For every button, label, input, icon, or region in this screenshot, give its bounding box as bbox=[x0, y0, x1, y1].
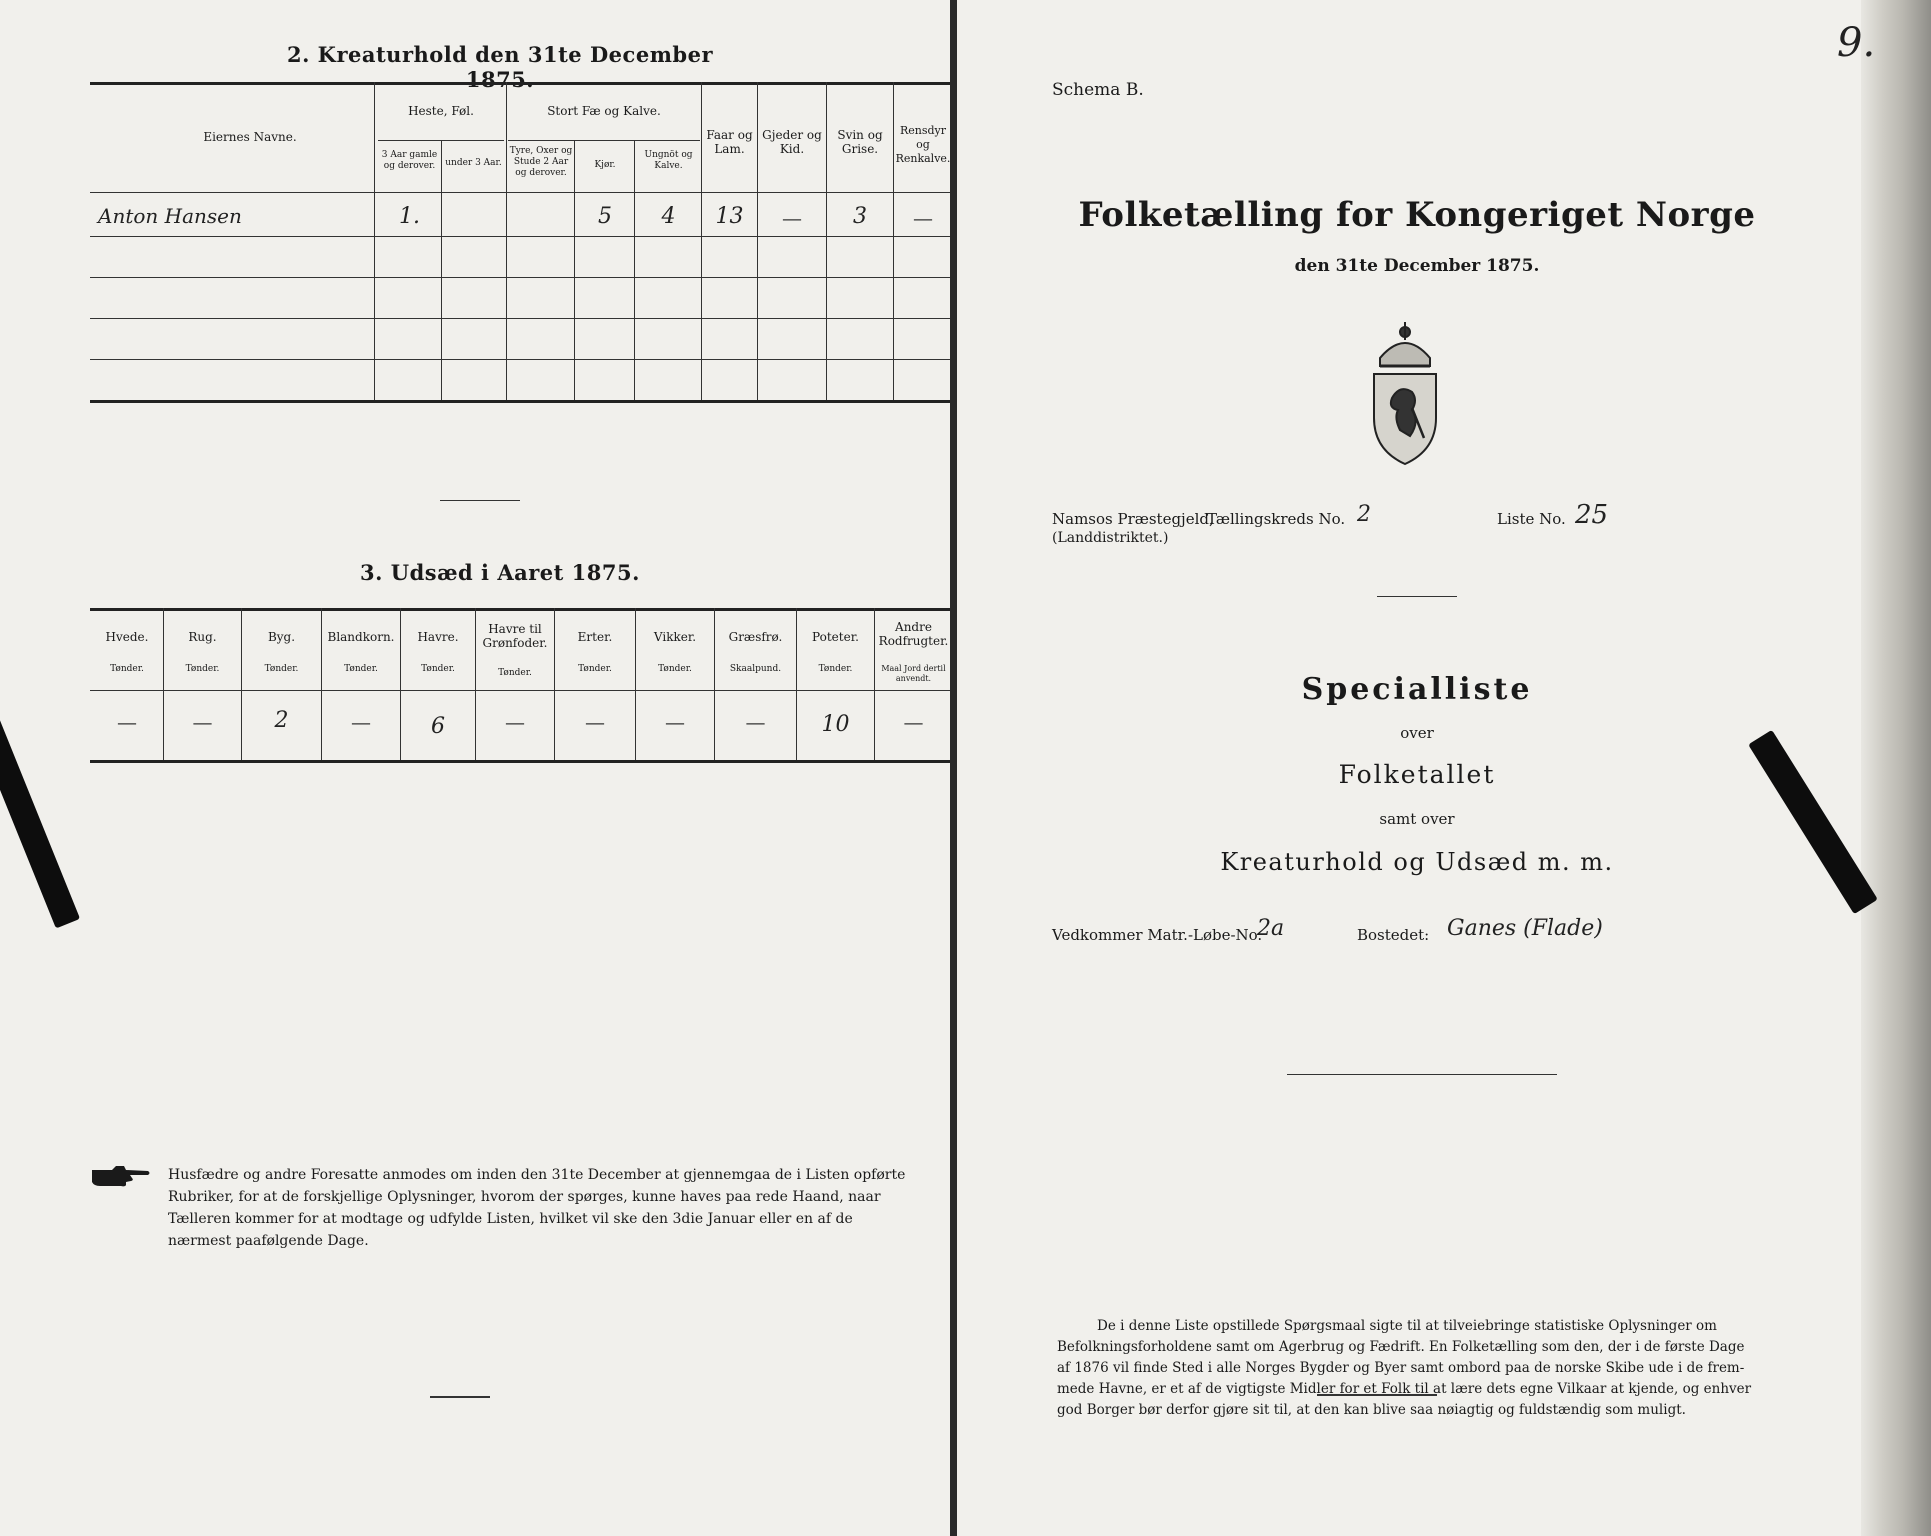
header-owner: Eiernes Navne. bbox=[203, 130, 297, 144]
col-rodfrugter-unit: Maal Jord dertil anvendt. bbox=[881, 664, 946, 683]
paragraph-line: mede Havne, er et af de vigtigste Midler for et Folk til at lære dets egne Vilkaar at kjende, og enhver bbox=[1057, 1381, 1752, 1397]
table2-row-rule bbox=[90, 359, 952, 360]
col-byg-unit: Tønder. bbox=[264, 664, 299, 674]
col-hvede-value: — bbox=[117, 710, 137, 734]
notice-line: Tælleren kommer for at modtage og udfylde Listen, hvilket vil ske den 3die Januar eller en af de bbox=[168, 1211, 853, 1227]
header-pigs: Svin og Grise. bbox=[837, 128, 883, 156]
col-byg-value: 2 bbox=[274, 708, 289, 733]
separator bbox=[440, 500, 520, 501]
notice-line: nærmest paafølgende Dage. bbox=[168, 1233, 369, 1249]
value-cows: 5 bbox=[598, 204, 612, 229]
col-graesfro-unit: Skaalpund. bbox=[729, 664, 782, 674]
main-title: Folketælling for Kongeriget Norge bbox=[1078, 195, 1756, 235]
liste-label: Liste No. bbox=[1497, 510, 1566, 528]
col-vikker-value: — bbox=[665, 710, 685, 734]
liste-value: 25 bbox=[1575, 500, 1609, 530]
table3-top-rule bbox=[90, 608, 952, 611]
col-rodfrugter-name: Andre Rodfrugter. bbox=[878, 620, 949, 648]
paragraph-line: af 1876 vil finde Sted i alle Norges Bygder og Byer samt ombord paa de norske Skibe ude i de frem- bbox=[1057, 1360, 1745, 1376]
table2-col-rule bbox=[506, 82, 507, 400]
bosted-value: Ganes (Flade) bbox=[1447, 916, 1603, 941]
col-erter-name: Erter. bbox=[577, 630, 613, 644]
table2-header-rule bbox=[90, 192, 952, 193]
col-havre-name: Havre. bbox=[417, 630, 459, 644]
table2-sub-rule bbox=[508, 140, 700, 141]
value-goats: — bbox=[782, 206, 802, 230]
table2-bottom-rule bbox=[90, 400, 952, 403]
col-vikker-unit: Tønder. bbox=[658, 664, 692, 674]
col-rug-name: Rug. bbox=[188, 630, 217, 644]
table2-row-rule bbox=[90, 277, 952, 278]
specialliste-title: Specialliste bbox=[1301, 672, 1533, 707]
col-blandkorn-name: Blandkorn. bbox=[327, 630, 395, 644]
paragraph-line: Befolkningsforholdene samt om Agerbrug og Fædrift. En Folketælling som den, der i de første Dage bbox=[1057, 1339, 1745, 1355]
col-byg-name: Byg. bbox=[267, 630, 296, 644]
col-poteter-name: Poteter. bbox=[812, 630, 859, 644]
matr-value: 2a bbox=[1257, 916, 1285, 941]
schema-label: Schema B. bbox=[1052, 80, 1144, 100]
table2-col-rule bbox=[574, 140, 575, 400]
col-poteter-value: 10 bbox=[821, 712, 850, 737]
header-young-cattle: Ungnöt og Kalve. bbox=[644, 150, 693, 171]
header-cattle: Stort Fæ og Kalve. bbox=[547, 104, 661, 118]
col-rug-value: — bbox=[192, 710, 213, 734]
paragraph-line: De i denne Liste opstillede Spørgsmaal sigte til at tilveiebringe statistiske Oplysninger om bbox=[1097, 1318, 1717, 1334]
page-edge bbox=[1861, 0, 1931, 1536]
header-reindeer: Rensdyr og Renkalve. bbox=[895, 124, 951, 165]
separator bbox=[1287, 1074, 1557, 1075]
kreaturhold-label: Kreaturhold og Udsæd m. m. bbox=[1220, 848, 1614, 876]
paragraph-line: god Borger bør derfor gjøre sit til, at den kan blive saa nøiagtig og fuldstændig som muligt. bbox=[1057, 1402, 1686, 1418]
col-hvede-name: Hvede. bbox=[105, 630, 149, 644]
col-erter-unit: Tønder. bbox=[578, 664, 612, 674]
date-line: den 31te December 1875. bbox=[1294, 256, 1540, 276]
coat-of-arms-icon bbox=[1360, 318, 1450, 468]
value-sheep: 13 bbox=[715, 204, 744, 229]
left-page bbox=[0, 0, 954, 1536]
table2-top-rule bbox=[90, 82, 952, 85]
header-horses-young: under 3 Aar. bbox=[445, 158, 502, 168]
table2-row-rule bbox=[90, 318, 952, 319]
col-erter-value: — bbox=[585, 710, 605, 734]
separator bbox=[430, 1396, 490, 1398]
page-number: 9. bbox=[1837, 20, 1876, 66]
col-poteter-unit: Tønder. bbox=[818, 664, 853, 674]
notice-text bbox=[168, 1164, 908, 1252]
col-havre-gronfoder-unit: Tønder. bbox=[498, 668, 532, 678]
col-havre-gronfoder-value: — bbox=[505, 710, 525, 734]
kreds-value: 2 bbox=[1357, 502, 1371, 527]
col-blandkorn-value: — bbox=[351, 710, 371, 734]
section2-title: 2. Kreaturhold den 31te December 1875. bbox=[286, 42, 714, 92]
folketallet-label: Folketallet bbox=[1338, 760, 1496, 789]
header-oxen: Tyre, Oxer og Stude 2 Aar og derover. bbox=[509, 146, 573, 178]
bosted-label: Bostedet: bbox=[1357, 926, 1430, 944]
section3-title: 3. Udsæd i Aaret 1875. bbox=[360, 560, 640, 585]
value-reindeer: — bbox=[913, 206, 933, 230]
col-blandkorn-unit: Tønder. bbox=[344, 664, 378, 674]
prestegjeld-label: Namsos Præstegjeld, bbox=[1052, 510, 1214, 528]
value-pigs: 3 bbox=[853, 204, 867, 229]
header-goats: Gjeder og Kid. bbox=[762, 128, 822, 156]
header-cows: Kjør. bbox=[594, 160, 616, 170]
owner-name: Anton Hansen bbox=[98, 204, 242, 228]
col-hvede-unit: Tønder. bbox=[110, 664, 144, 674]
matr-label: Vedkommer Matr.-Løbe-No. bbox=[1052, 926, 1263, 944]
col-havre-gronfoder-name: Havre til Grønfoder. bbox=[482, 622, 548, 650]
value-horses-old: 1. bbox=[399, 204, 420, 229]
table2-row-rule bbox=[90, 236, 952, 237]
col-graesfro-name: Græsfrø. bbox=[728, 630, 783, 644]
col-havre-unit: Tønder. bbox=[421, 664, 455, 674]
col-graesfro-value: — bbox=[745, 710, 766, 734]
over-label: over bbox=[1400, 724, 1434, 742]
scanner-clip bbox=[0, 706, 80, 929]
landdistrikt-label: (Landdistriktet.) bbox=[1052, 530, 1169, 546]
table3-header-rule bbox=[90, 690, 952, 691]
col-vikker-name: Vikker. bbox=[653, 630, 697, 644]
header-sheep: Faar og Lam. bbox=[706, 128, 753, 156]
col-havre-value: 6 bbox=[431, 714, 445, 739]
notice-line: Husfædre og andre Foresatte anmodes om inden den 31te December at gjennemgaa de i Listen opførte bbox=[168, 1167, 906, 1183]
kreds-label: Tællingskreds No. bbox=[1207, 510, 1346, 528]
table3-bottom-rule bbox=[90, 760, 952, 763]
value-young-cattle: 4 bbox=[661, 204, 676, 229]
explanation-paragraph bbox=[1057, 1316, 1817, 1421]
pointing-hand-icon bbox=[90, 1162, 152, 1188]
table2-col-rule bbox=[441, 140, 442, 400]
separator bbox=[1317, 1394, 1437, 1396]
header-horses: Heste, Føl. bbox=[408, 104, 474, 118]
table2-col-rule bbox=[634, 140, 635, 400]
samt-over-label: samt over bbox=[1379, 810, 1455, 828]
separator bbox=[1377, 596, 1457, 597]
right-page bbox=[957, 0, 1931, 1536]
notice-line: Rubriker, for at de forskjellige Oplysninger, hvorom der spørges, kunne haves paa rede Haand, naar bbox=[168, 1189, 881, 1205]
header-horses-old: 3 Aar gamle og derover. bbox=[381, 150, 438, 171]
table2-col-rule bbox=[374, 82, 375, 400]
col-rug-unit: Tønder. bbox=[185, 664, 220, 674]
col-rodfrugter-value: — bbox=[903, 710, 924, 734]
